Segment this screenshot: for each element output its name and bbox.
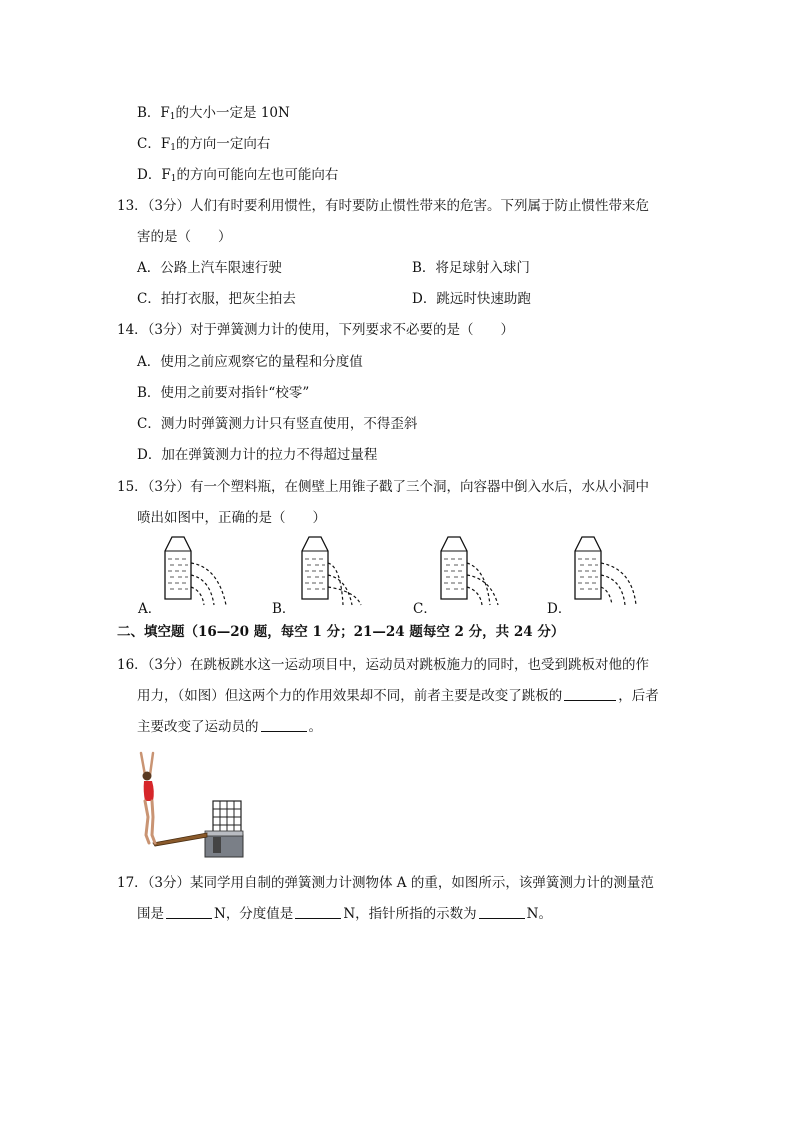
q15-label-a: A． — [138, 601, 162, 617]
q12-option-b-prefix: B．F — [137, 105, 170, 121]
section2-heading: 二、填空题（16—20 题，每空 1 分；21—24 题每空 2 分，共 24 分） — [117, 624, 565, 640]
q14-option-a: A．使用之前应观察它的量程和分度值 — [137, 354, 363, 370]
q16-blank-1[interactable] — [564, 688, 616, 701]
q14-option-d: D．加在弹簧测力计的拉力不得超过量程 — [137, 447, 378, 463]
q12-option-b-sub: 1 — [169, 112, 176, 122]
q12-option-d — [137, 166, 338, 188]
q15-figure-d — [570, 533, 650, 609]
q16-line2-text: 用力，（如图）但这两个力的作用效果却不同，前者主要是改变了跳板的 — [137, 688, 563, 704]
q13-stem-line1: 13．（3分）人们有时要利用惯性，有时要防止惯性带来的危害。下列属于防止惯性带来危 — [117, 198, 650, 214]
q13-option-a: A．公路上汽车限速行驶 — [137, 260, 282, 276]
q17-line2-c: N，指针所指的示数为 — [343, 906, 477, 922]
q17-blank-3[interactable] — [479, 906, 525, 919]
q14-stem: 14．（3分）对于弹簧测力计的使用，下列要求不必要的是（ ） — [117, 322, 515, 338]
q12-option-d-text: 的方向可能向左也可能向右 — [176, 167, 339, 183]
q12-option-c-prefix: C．F — [137, 136, 171, 152]
q14-option-b: B．使用之前要对指针“校零” — [137, 385, 310, 401]
q17-line1: 17．（3分）某同学用自制的弹簧测力计测物体 A 的重，如图所示，该弹簧测力计的测量范 — [117, 875, 654, 891]
q12-option-d-sub: 1 — [170, 174, 177, 184]
q17-line2 — [137, 905, 552, 923]
q17-line2-b: N，分度值是 — [214, 906, 294, 922]
q16-line3 — [137, 718, 322, 736]
q15-figure-c — [436, 533, 516, 609]
q13-option-d: D．跳远时快速助跑 — [412, 291, 531, 307]
q17-line2-a: 围是 — [137, 906, 164, 922]
q15-stem-line1: 15．（3分）有一个塑料瓶，在侧壁上用锥子戳了三个洞，向容器中倒入水后，水从小洞中 — [117, 479, 650, 495]
q17-blank-2[interactable] — [295, 906, 341, 919]
q16-blank-2[interactable] — [261, 719, 307, 732]
q12-option-c-text: 的方向一定向右 — [175, 136, 271, 152]
q12-option-d-prefix: D．F — [137, 167, 171, 183]
q12-option-c-sub: 1 — [170, 143, 176, 153]
q16-line3-tail: 。 — [308, 719, 322, 735]
q13-stem-line2: 害的是（ ） — [137, 229, 232, 245]
q15-figure-a — [160, 533, 240, 609]
q17-line2-d: N。 — [526, 906, 552, 922]
q15-label-c: C． — [413, 601, 437, 617]
q12-option-b-text: 的大小一定是 10N — [175, 105, 290, 121]
q16-line2 — [137, 687, 659, 705]
q15-label-b: B． — [272, 601, 296, 617]
q15-stem-line2: 喷出如图中，正确的是（ ） — [137, 510, 326, 526]
diver-figure — [135, 745, 245, 860]
q12-option-b — [137, 104, 290, 126]
q12-option-c — [137, 135, 270, 157]
q13-option-b: B．将足球射入球门 — [412, 260, 530, 276]
q17-blank-1[interactable] — [166, 906, 212, 919]
q16-line1: 16．（3分）在跳板跳水这一运动项目中，运动员对跳板施力的同时，也受到跳板对他的作 — [117, 657, 650, 673]
q15-figure-b — [297, 533, 377, 609]
q15-label-d: D． — [547, 601, 572, 617]
q16-line3-text: 主要改变了运动员的 — [137, 719, 259, 735]
q16-line2-tail: ，后者 — [618, 688, 659, 704]
q13-option-c: C．拍打衣服，把灰尘拍去 — [137, 291, 296, 307]
q14-option-c: C．测力时弹簧测力计只有竖直使用，不得歪斜 — [137, 416, 418, 432]
